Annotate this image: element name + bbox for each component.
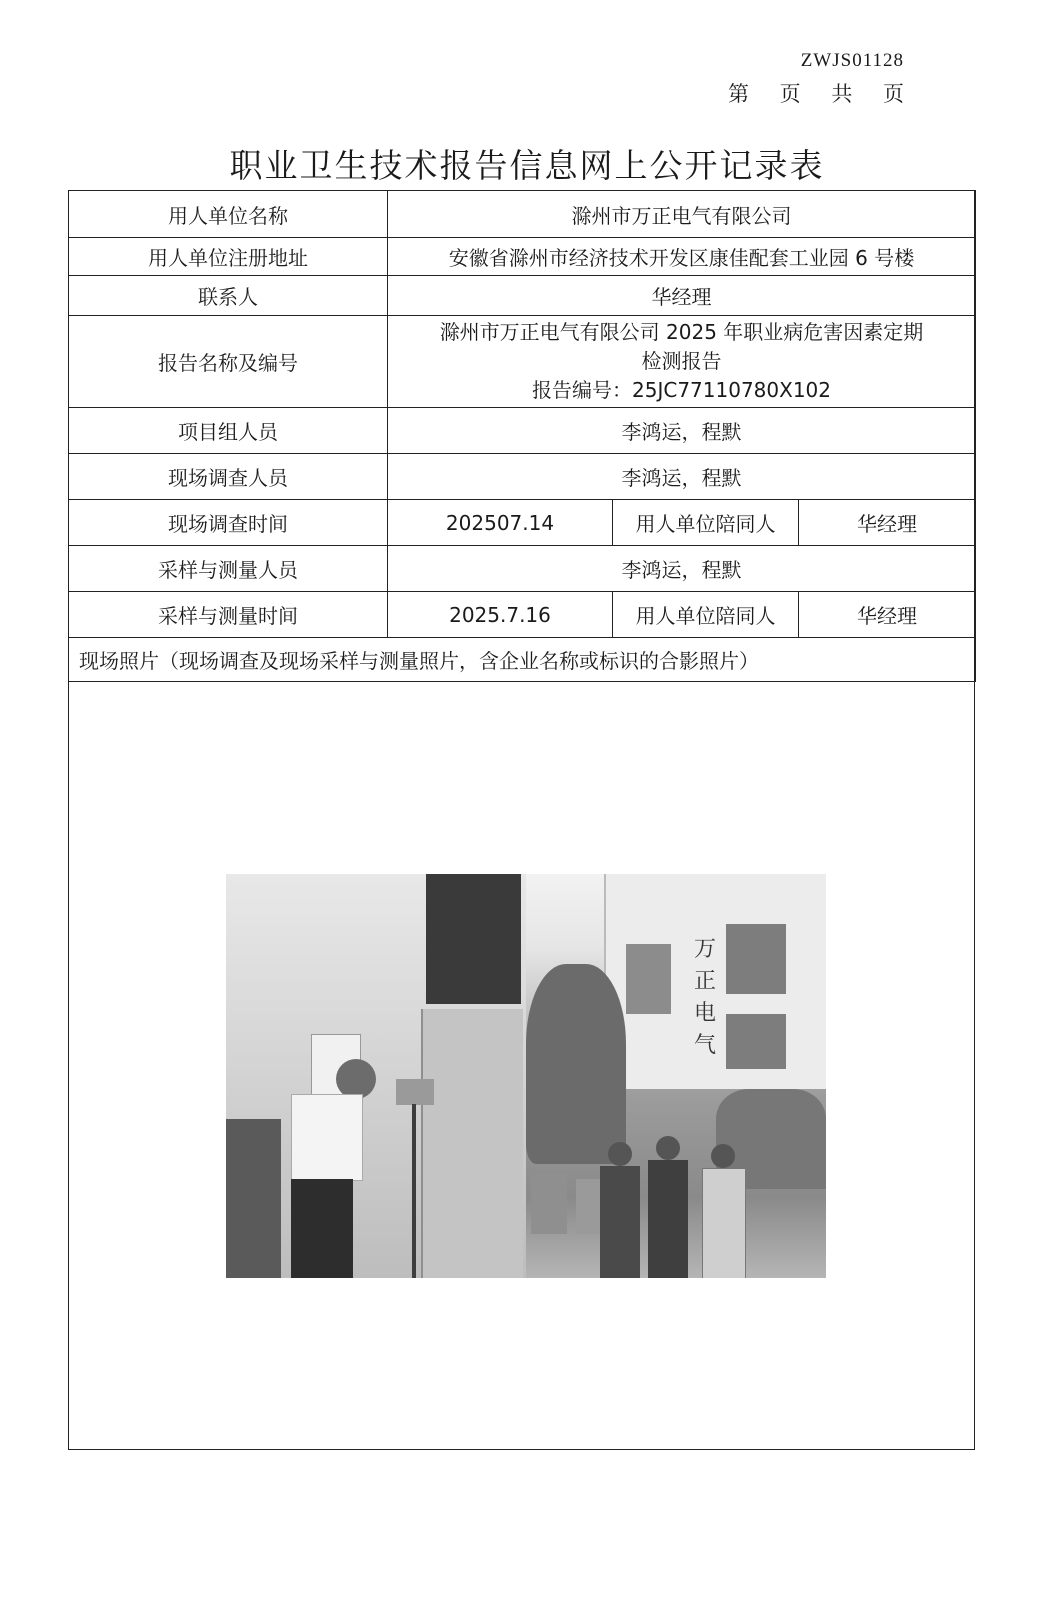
report-name-line1: 滁州市万正电气有限公司 2025 年职业病危害因素定期 [439,320,924,344]
table-row [69,238,976,276]
table-row [69,638,976,682]
photo-person [702,1168,746,1278]
sampling-photo [226,874,526,1278]
photo-person-shirt [291,1094,363,1181]
building-sign-char: 气 [693,1033,716,1058]
survey-staff-value: 李鸿运，程默 [388,454,976,500]
photo-person-head [656,1136,680,1160]
table-row [69,276,976,316]
photo-person-head [711,1144,735,1168]
photo-person [648,1160,688,1278]
team-label: 项目组人员 [69,408,388,454]
unit-name-label: 用人单位名称 [69,191,388,238]
table-row [69,408,976,454]
building-sign-char: 正 [693,969,716,994]
survey-time-value: 202507.14 [388,500,613,546]
unit-name-value: 滁州市万正电气有限公司 [388,191,976,238]
report-number: 报告编号：25JC77110780X102 [532,378,831,402]
table-row [69,316,976,408]
page-title: 职业卫生技术报告信息网上公开记录表 [229,146,825,185]
building-sign-char: 电 [693,1001,716,1026]
photo-person-head [608,1142,632,1166]
photo-person-head [336,1059,376,1099]
photo-bin [531,1174,567,1234]
photo-machine [421,1009,523,1278]
building-sign-char: 万 [693,937,716,962]
group-photo [526,874,826,1278]
sampling-time-label: 采样与测量时间 [69,592,388,638]
photo-meter [396,1079,434,1105]
photo-trees [526,964,626,1164]
survey-escort-value: 华经理 [799,500,976,546]
sampling-staff-value: 李鸿运，程默 [388,546,976,592]
report-name-line2: 检测报告 [641,349,722,373]
photo-person-trousers [291,1179,353,1278]
survey-time-label: 现场调查时间 [69,500,388,546]
survey-escort-label: 用人单位陪同人 [613,500,799,546]
table-row [69,500,976,546]
sampling-escort-value: 华经理 [799,592,976,638]
record-table [68,190,976,682]
address-label: 用人单位注册地址 [69,238,388,276]
survey-staff-label: 现场调查人员 [69,454,388,500]
photo-note: 现场照片（现场调查及现场采样与测量照片，含企业名称或标识的合影照片） [69,638,976,682]
table-row [69,546,976,592]
photo-wall-panel [426,874,521,1004]
table-row [69,454,976,500]
photo-bench [226,1119,281,1278]
team-value: 李鸿运，程默 [388,408,976,454]
contact-label: 联系人 [69,276,388,316]
report-value [388,316,976,408]
photo-person [600,1166,640,1278]
page-number: 第 页 共 页 [727,82,904,106]
photo-window [626,944,671,1014]
contact-value: 华经理 [388,276,976,316]
sampling-escort-label: 用人单位陪同人 [613,592,799,638]
document-code: ZWJS01128 [800,50,904,71]
photo-tripod [412,1104,416,1278]
site-photos [226,874,826,1278]
photo-window [726,1014,786,1069]
sampling-time-value: 2025.7.16 [388,592,613,638]
photo-window [726,924,786,994]
table-row [69,592,976,638]
sampling-staff-label: 采样与测量人员 [69,546,388,592]
table-row [69,191,976,238]
address-value: 安徽省滁州市经济技术开发区康佳配套工业园 6 号楼 [388,238,976,276]
report-label: 报告名称及编号 [69,316,388,408]
